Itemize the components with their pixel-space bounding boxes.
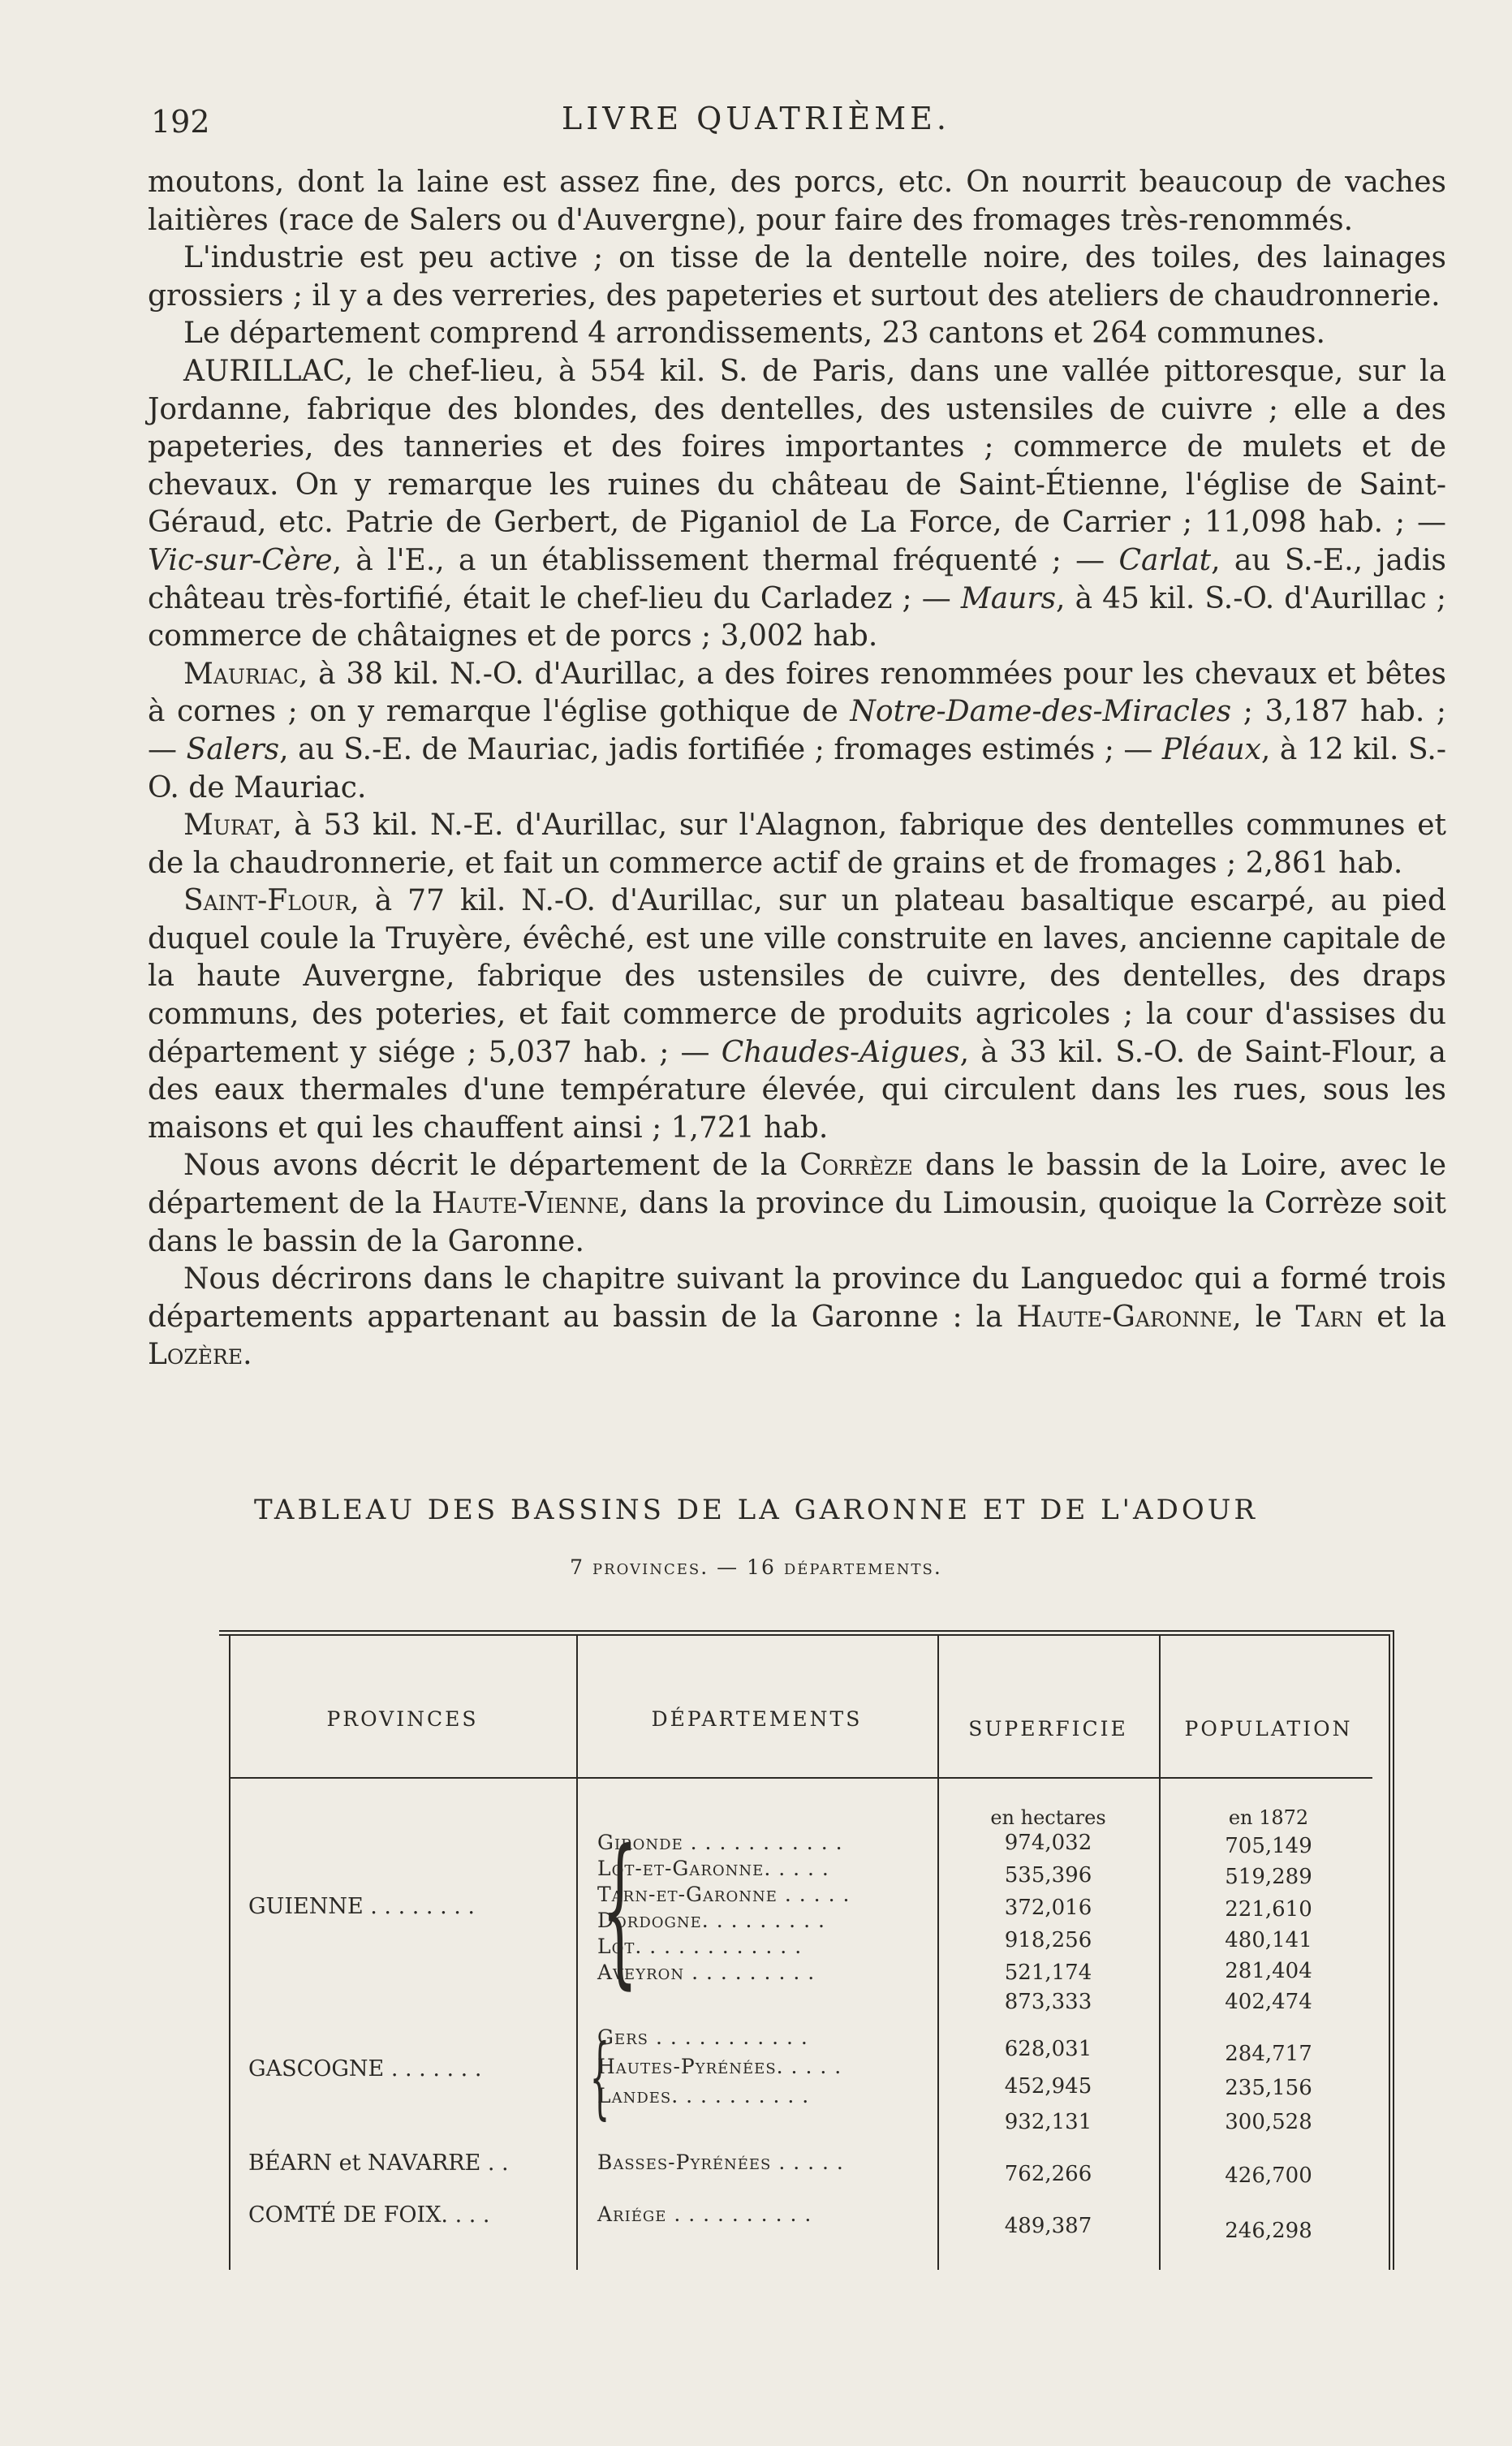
units-superficie: en hectares (990, 1806, 1106, 1829)
basin-table (219, 1630, 1394, 2270)
superficie-dordogne: 918,256 (1004, 1928, 1092, 1952)
table-subtitle: 7 provinces. — 16 départements. (570, 1555, 942, 1579)
running-head (0, 97, 1512, 146)
population-dordogne: 480,141 (1225, 1928, 1312, 1952)
population-lot: 281,404 (1225, 1959, 1312, 1983)
dept-gers: Gers . . . . . . . . . . . (597, 2025, 808, 2049)
province-bearn: BÉARN et NAVARRE . . (248, 2150, 509, 2176)
table-title: TABLEAU DES BASSINS DE LA GARONNE ET DE L'ADOUR (254, 1494, 1258, 1526)
dept-lot-et-garonne: Lot-et-Garonne. . . . . (597, 1857, 829, 1880)
header-rule (229, 1777, 1372, 1779)
superficie-aveyron: 873,333 (1004, 1990, 1092, 2014)
dept-hautes-pyrenees: Hautes-Pyrénées. . . . . (597, 2055, 842, 2078)
body-text (148, 164, 1446, 1374)
brace-guienne: { (601, 1815, 638, 2004)
header-departements: DÉPARTEMENTS (651, 1707, 863, 1731)
chapter-title: LIVRE QUATRIÈME. (562, 101, 950, 136)
superficie-basses-pyrenees: 762,266 (1004, 2162, 1092, 2186)
paragraph-murat: Murat, à 53 kil. N.-E. d'Aurillac, sur l'Alagnon, fabrique des dentelles communes et de la chaudronnerie, et fait un commerce actif de grains et de fromages ; 2,861 hab. (148, 809, 1446, 880)
dept-lot: Lot. . . . . . . . . . . . (597, 1935, 803, 1958)
population-lot-et-garonne: 519,289 (1225, 1865, 1312, 1889)
superficie-lot: 521,174 (1004, 1961, 1092, 1985)
superficie-lot-et-garonne: 535,396 (1004, 1863, 1092, 1887)
population-basses-pyrenees: 426,700 (1225, 2163, 1312, 2188)
province-foix: COMTÉ DE FOIX. . . . (248, 2202, 490, 2228)
paragraph-livestock: moutons, dont la laine est assez fine, des porcs, etc. On nourrit beaucoup de vaches laitières (race de Salers ou d'Auvergne), pour faire des fromages très-renommés. (148, 166, 1446, 237)
paragraph-saint-flour: Saint-Flour, à 77 kil. N.-O. d'Aurillac, sur un plateau basaltique escarpé, au pied duquel coule la Truyère, évêché, est une ville construite en laves, ancienne capitale de la haute Auvergne, fabrique des ustensiles de cuivre, des dentelles, des draps communs, des poteries, et fait commerce de produits agricoles ; la cour d'assises du département y siége ; 5,037 hab. ; — Chaudes-Aigues, à 33 kil. S.-O. de Saint-Flour, a des eaux thermales d'une température élevée, qui circulent dans les rues, sous les maisons et qui les chauffent ainsi ; 1,721 hab. (148, 884, 1446, 1145)
header-superficie: SUPERFICIE (968, 1717, 1128, 1741)
dept-dordogne: Dordogne. . . . . . . . . (597, 1909, 825, 1932)
page-number: 192 (151, 104, 210, 140)
table-rule (576, 1636, 578, 2270)
table-rule (229, 1636, 230, 2270)
brace-gascogne: { (589, 2025, 610, 2129)
province-guienne: GUIENNE . . . . . . . . (248, 1894, 475, 1919)
population-gironde: 705,149 (1225, 1834, 1312, 1858)
province-gascogne: GASCOGNE . . . . . . . (248, 2056, 482, 2081)
superficie-gironde: 974,032 (1004, 1831, 1092, 1855)
header-population: POPULATION (1184, 1717, 1353, 1741)
paragraph-languedoc: Nous décrirons dans le chapitre suivant la province du Languedoc qui a formé trois départements appartenant au bassin de la Garonne : la Haute-Garonne, le Tarn et la Lozère. (148, 1262, 1446, 1372)
superficie-ariege: 489,387 (1004, 2214, 1092, 2238)
superficie-gers: 628,031 (1004, 2037, 1092, 2061)
paragraph-administration: Le département comprend 4 arrondissements, 23 cantons et 264 communes. (183, 317, 1325, 351)
paragraph-correze: Nous avons décrit le département de la Corrèze dans le bassin de la Loire, avec le département de la Haute-Vienne, dans la province du Limousin, quoique la Corrèze soit dans le bassin de la Garonne. (148, 1149, 1447, 1258)
paragraph-industry: L'industrie est peu active ; on tisse de la dentelle noire, des toiles, des lainages grossiers ; il y a des verreries, des papeteries et surtout des ateliers de chaudronnerie. (148, 241, 1446, 313)
units-population: en 1872 (1228, 1806, 1309, 1829)
dept-gironde: Gironde . . . . . . . . . . . (597, 1831, 843, 1854)
population-ariege: 246,298 (1225, 2219, 1312, 2243)
dept-landes: Landes. . . . . . . . . . (597, 2084, 810, 2107)
population-hautes-pyrenees: 235,156 (1225, 2076, 1312, 2100)
population-tarn-et-garonne: 221,610 (1225, 1897, 1312, 1922)
superficie-hautes-pyrenees: 452,945 (1004, 2074, 1092, 2099)
dept-tarn-et-garonne: Tarn-et-Garonne . . . . . (597, 1883, 851, 1906)
superficie-landes: 932,131 (1004, 2110, 1092, 2134)
paragraph-aurillac: AURILLAC, le chef-lieu, à 554 kil. S. de Paris, dans une vallée pittoresque, sur la Jordanne, fabrique des blondes, des dentelles, des ustensiles de cuivre ; elle a des papeteries, des tanneries et des foires importantes ; commerce de mulets et de chevaux. On y remarque les ruines du château de Saint-Étienne, l'église de Saint-Géraud, etc. Patrie de Gerbert, de Piganiol de La Force, de Carrier ; 11,098 hab. ; — Vic-sur-Cère, à l'E., a un établissement thermal fréquenté ; — Carlat, au S.-E., jadis château très-fortifié, était le chef-lieu du Carladez ; — Maurs, à 45 kil. S.-O. d'Aurillac ; commerce de châtaignes et de porcs ; 3,002 hab. (148, 354, 1447, 654)
paragraph-mauriac: Mauriac, à 38 kil. N.-O. d'Aurillac, a des foires renommées pour les chevaux et bêtes à cornes ; on y remarque l'église gothique de Notre-Dame-des-Miracles ; 3,187 hab. ; — Salers, au S.-E. de Mauriac, jadis fortifiée ; fromages estimés ; — Pléaux, à 12 kil. S.-O. de Mauriac. (148, 657, 1446, 805)
population-aveyron: 402,474 (1225, 1990, 1312, 2014)
header-provinces: PROVINCES (326, 1707, 479, 1731)
dept-aveyron: Aveyron . . . . . . . . . (597, 1961, 816, 1984)
dept-ariege: Ariége . . . . . . . . . . (597, 2202, 812, 2226)
population-landes: 300,528 (1225, 2110, 1312, 2134)
dept-basses-pyrenees: Basses-Pyrénées . . . . . (597, 2150, 844, 2174)
superficie-tarn-et-garonne: 372,016 (1004, 1896, 1092, 1920)
population-gers: 284,717 (1225, 2042, 1312, 2066)
